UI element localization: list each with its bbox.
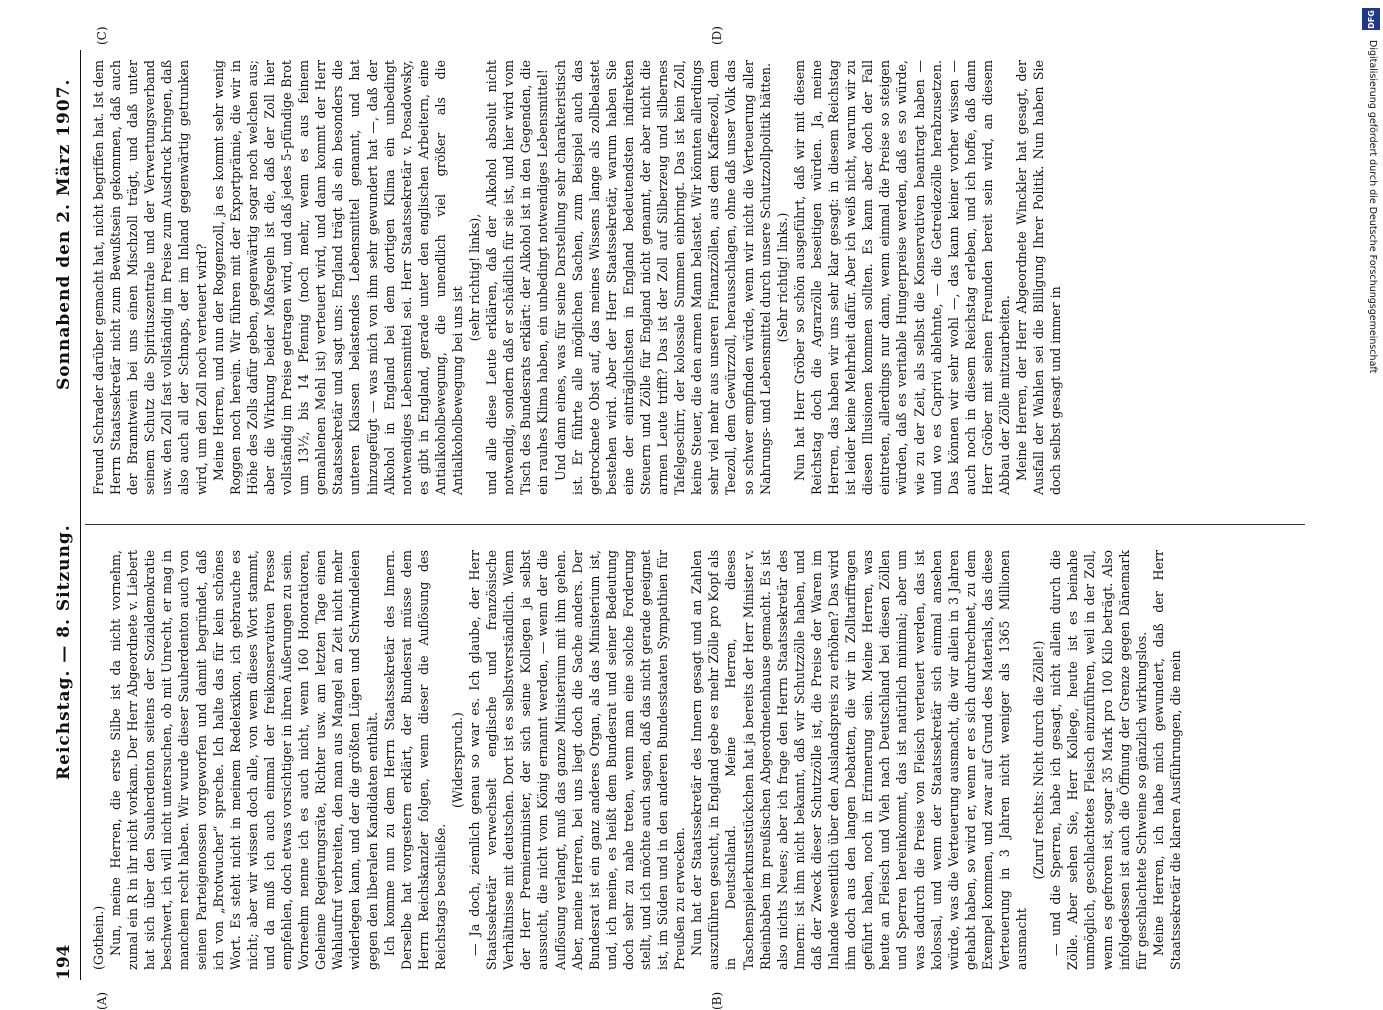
column-divider (85, 524, 1305, 525)
paragraph: Meine Herren, ich habe mich gewundert, daß der Herr Staatssekretär die klaren Ausführungen, die mein (1150, 550, 1183, 970)
rotated-page-content (50, 26, 1350, 1010)
margin-marker-c: (C) (95, 26, 109, 45)
interjection: (Widerspruch.) (449, 712, 465, 808)
paragraph: Ich komme nun zu dem Herrn Staatssekretär des Innern. Derselbe hat vorgestern erklärt, der Bundesrat müsse dem Herrn Reichskanzler folgen, wenn dieser die Auflösung des Reichstags beschließe. (381, 550, 448, 970)
paragraph: Meine Herren, und nun der Roggenzoll, ja es kommt sehr wenig Roggen noch herein. Wir führen mit der Exportprämie, die wir in Höhe des Zolls dafür geben, gegenwärtig sogar noch welchen aus; aber die Wirkung beider Maßregeln ist die, daß der Zoll hier vollständig im Preise getragen wird, und daß jedes 5-pfündige Brot um 13½, bis 14 Pfennig (noch mehr, wenn es aus feinem gemahlenen Mehl ist) verteuert wird, und dann kommt der Herr Staatssekretär und sagt uns: England trägt als ein besonders die unteren Klassen belastendes Lebensmittel genannt, und hat hinzugefügt — was mich von ihm sehr gewundert hat —, daß der Alkohol in England bei dem dortigen Klima ein unbedingt notwendiges Lebensmittel sei. Herr Staatssekretär v. Posadowsky, es gibt in England, gerade unter den englischen Arbeitern, eine Antialkoholbewegung, die unendlich viel größer als die Antialkoholbewegung bei uns ist (210, 60, 465, 495)
margin-marker-a: (A) (95, 991, 109, 1010)
interjection: (Sehr richtig! links.) (774, 212, 790, 343)
page-date: Sonnabend den 2. März 1907. (54, 78, 74, 390)
interjection: (sehr richtig! links), (467, 213, 483, 342)
page-title: Reichstag. — 8. Sitzung. (54, 524, 74, 780)
margin-marker-d: (D) (710, 26, 724, 45)
page-number: 194 (54, 944, 74, 980)
speaker-label: (Gothein.) (91, 905, 106, 970)
left-column (90, 550, 1300, 970)
paragraph: Nun hat Herr Gröber so schön ausgeführt, daß wir mit diesem Reichstag doch die Agrarzölle beseitigen würden. Ja, meine Herren, das haben wir uns sehr klar gesagt: in diesem Reichstag ist leider keine Mehrheit dafür. Aber ich weiß nicht, warum wir zu diesen Illusionen kommen sollten. Es kann aber doch der Fall eintreten, allerdings nur dann, wenn einmal die Preise so steigen würden, daß es veritable Hungerpreise werden, daß es so würde, wie zu der Zeit, als selbst die Konservativen beantragt haben — und wo es Caprivi ablehnte, — die Getreidezölle herabzusetzen. Das können wir sehr wohl —, das kann keiner vorher wissen — auch noch in diesem Reichstag erleben, und ich hoffe, daß dann Herr Gröber mit seinen Freunden bereit sein wird, an diesem Abbau der Zölle mitzuarbeiten. (791, 60, 1012, 495)
paragraph: — und die Sperren, habe ich gesagt, nicht allein durch die Zölle. Aber sehen Sie, Herr Kollege, heute ist es beinahe unmöglich, geschlachtetes Fleisch einzuführen, weil in der Zoll, wenn es gefroren ist, sogar 35 Mark pro 100 Kilo beträgt. Also infolgedessen ist auch die Öffnung der Grenze gegen Dänemark für geschlachtete Schweine so gänzlich wirkungslos. (1048, 550, 1149, 970)
page-header (50, 50, 81, 980)
right-column (90, 60, 1300, 495)
margin-marker-b: (B) (710, 991, 724, 1010)
paragraph: Und dann eines, was für seine Darstellung sehr charakteristisch ist. Er führte alle möglichen Sachen, zum Beispiel auch das getrocknete Obst auf, das meines Wissens lange als zollbelastet bestehen wird. Aber der Herr Staatssekretär, warum haben Sie eine der einträglichsten in England bedeutendsten indirekten Steuern und Zölle für England nicht genannt, der aber nicht die armen Leute trifft? Das ist der Zoll auf Silberzeug und silbernes Tafelgeschirr, der kolossale Summen einbringt. Das ist kein Zoll, keine Steuer, die den armen Mann belastet. Wir könnten allerdings sehr viel mehr aus unseren Finanzzöllen, aus dem Kaffeezoll, dem Teezoll, dem Gewürzzoll, herausschlagen, ohne daß unser Volk das so schwer empfinden würde, wenn wir nicht die Verteuerung aller Nahrungs- und Lebensmittel durch unsere Schutzzollpolitik hätten. (552, 60, 773, 495)
credit-text: Digitalisierung gefördert durch die Deutsche Forschungsgemeinschaft (1367, 40, 1378, 374)
paragraph: Nun, meine Herren, die erste Silbe ist da nicht vornehm, zumal ein R in ihr nicht vorkam. Der Herr Abgeordnete v. Liebert hat sich über den Sauherdenton seitens der Sozialdemokratie beschwert, ich will nicht untersuchen, ob mit Unrecht, er mag in manchem recht haben. Wir wurde dieser Sauherdenton auch von seinen Parteigenossen vorgeworfen und damit begründet, daß ich von „Brotwucher“ spreche. Ich halte das für kein schönes Wort. Es steht nicht in meinem Redelexikon, ich gebrauche es nicht; aber wir wissen doch alle, von wem dieses Wort stammt, und da muß ich auch einmal der freikonservativen Presse empfehlen, doch etwas vorsichtiger in ihren Äußerungen zu sein. Vorneehm nenne ich es auch nicht, wenn 160 Honoratioren, Geheime Regierungsräte, Richter usw. am letzten Tage einen Wahlaufruf verbreiten, den man aus Mangel an Zeit nicht mehr widerlegen kann, und der die größten Lügen und Schwindeleien gegen den liberalen Kandidaten enthält. (108, 550, 380, 970)
paragraph: und alle diese Leute erklären, daß der Alkohol absolut nicht notwendig, sondern daß er schädlich für sie ist, und hier wird vom Tisch des Bundesrats erklärt: der Alkohol ist in den Gegenden, die ein rauhes Klima haben, ein unbedingt notwendiges Lebensmittel! (484, 60, 551, 495)
paragraph: Freund Schrader darüber gemacht hat, nicht begriffen hat. Ist dem Herrn Staatssekretär nicht zum Bewußtsein gekommen, daß auch der Branntwein bei uns einen Mischzoll trägt, und daß unter seinem Schutz die Spirituszentrale und der Verwertungsverband usw. den Zoll fast vollständig im Preise zum Ausdruck bringen, daß also auch all der Schnaps, der im Inland gegenwärtig getrunken wird, um den Zoll noch verteuert wird? (91, 60, 209, 495)
paragraph: Meine Herren, der Herr Abgeordnete Winckler hat gesagt, der Ausfall der Wahlen sei die Billigung Ihrer Politik. Nun haben Sie doch selbst gesagt und immer in (1014, 60, 1064, 495)
digitization-credit (1366, 40, 1380, 860)
paragraph: — Ja doch, ziemlich genau so war es. Ich glaube, der Herr Staatssekretär verwechselt englische und französische Verhältnisse mit deutschen. Dort ist es selbstverständlich. Wenn der Herr Premierminister, der sich seine Kollegen ja selbst aussucht, die nicht vom König ernannt werden, — wenn der die Auflösung verlangt, muß das ganze Ministerium mit ihm gehen. Aber, meine Herren, bei uns liegt doch die Sache anders. Der Bundesrat ist ein ganz anderes Organ, als das Ministerium ist, und, ich meine, es heißt dem Bundesrat und seiner Bedeutung doch sehr zu nahe treten, wenn man eine solche Forderung stellt, und ich möchte auch sagen, daß das nicht gerade geeignet ist, im Süden und in den anderen Bundesstaaten Sympathien für Preußen zu erwecken. (467, 550, 688, 970)
interjection: (Zuruf rechts: Nicht durch die Zölle!) (1031, 640, 1047, 880)
dfg-logo: DFG (1362, 8, 1380, 30)
paragraph: Nun hat der Staatssekretär des Innern gesagt und an Zahlen auszuführen gesucht, in England gebe es mehr Zölle pro Kopf als in Deutschland. Meine Herren, dieses Taschenspielerkunststückchen hat ja bereits der Herr Minister v. Rheinbaben im preußischen Abgeordnetenhause gemacht. Es ist also nichts Neues; aber ich frage den Herrn Staatssekretär des Innern: ist ihm nicht bekannt, daß wir Schutzzölle haben, und daß der Zweck dieser Schutzzölle ist, die Preise der Waren im Inlande wesentlich über den Auslandspreis zu erhöhen? Das wird ihm doch aus den langen Debatten, die wir in Zolltariffragen geführt haben, noch in Erinnerung sein. Meine Herren, was heute an Fleisch und Vieh nach Deutschland bei diesen Zöllen und Sperren hereinkommt, das ist natürlich minimal; aber um was dadurch die Preise von Fleisch verteuert werden, das ist kolossal, und wenn der Staatssekretär sich einmal ansehen würde, was die Verteuerung ausmacht, die wir allein in 3 Jahren gehabt haben, so wird er, wenn er es sich durchrechnet, zu dem Exempel kommen, und zwar auf Grund des Materials, das diese Verteuerung in 3 Jahren nicht weniger als 1365 Millionen ausmacht (689, 550, 1030, 970)
